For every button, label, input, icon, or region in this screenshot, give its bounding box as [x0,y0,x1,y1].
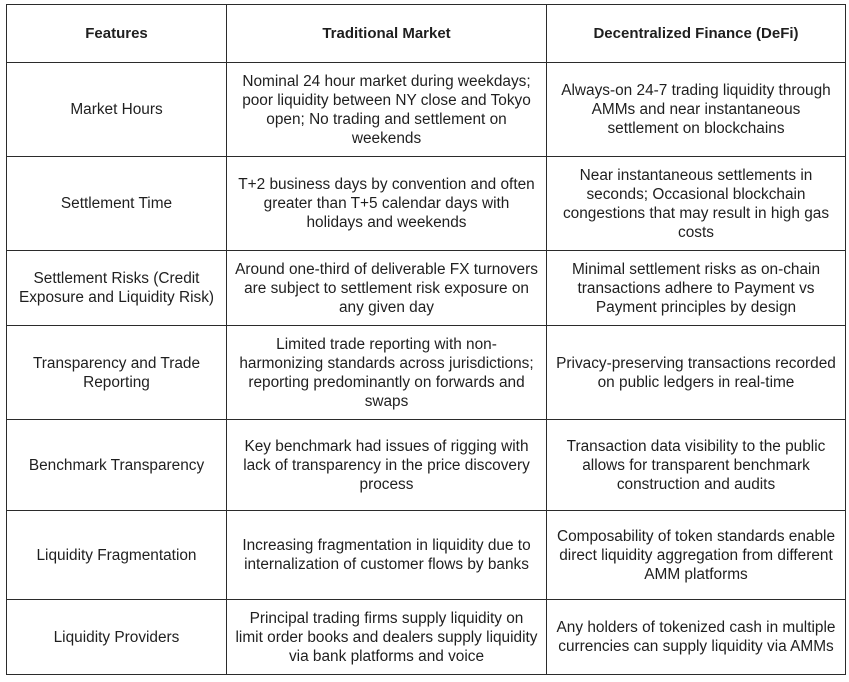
feature-cell: Transparency and Trade Reporting [7,326,227,420]
feature-cell: Settlement Time [7,157,227,251]
header-row [7,5,846,63]
traditional-cell: Limited trade reporting with non-harmonizing standards across jurisdictions; reporting predominantly on forwards and swaps [227,326,547,420]
table-row [7,251,846,326]
traditional-cell: Principal trading firms supply liquidity on limit order books and dealers supply liquidity via bank platforms and voice [227,600,547,675]
defi-cell: Minimal settlement risks as on-chain transactions adhere to Payment vs Payment principles by design [547,251,846,326]
traditional-cell: T+2 business days by convention and often greater than T+5 calendar days with holidays and weekends [227,157,547,251]
traditional-cell: Nominal 24 hour market during weekdays; poor liquidity between NY close and Tokyo open; No trading and settlement on weekends [227,63,547,157]
feature-cell: Benchmark Transparency [7,420,227,511]
table-row [7,326,846,420]
header-traditional-market: Traditional Market [227,5,547,63]
feature-cell: Market Hours [7,63,227,157]
feature-cell: Liquidity Providers [7,600,227,675]
table-row [7,420,846,511]
header-features: Features [7,5,227,63]
header-defi: Decentralized Finance (DeFi) [547,5,846,63]
defi-cell: Always-on 24-7 trading liquidity through AMMs and near instantaneous settlement on blockchains [547,63,846,157]
feature-cell: Liquidity Fragmentation [7,511,227,600]
traditional-cell: Key benchmark had issues of rigging with lack of transparency in the price discovery process [227,420,547,511]
defi-cell: Composability of token standards enable direct liquidity aggregation from different AMM platforms [547,511,846,600]
traditional-cell: Increasing fragmentation in liquidity due to internalization of customer flows by banks [227,511,547,600]
table-row [7,600,846,675]
feature-cell: Settlement Risks (Credit Exposure and Liquidity Risk) [7,251,227,326]
defi-cell: Transaction data visibility to the public allows for transparent benchmark construction and audits [547,420,846,511]
table-row [7,63,846,157]
table-row [7,157,846,251]
defi-cell: Near instantaneous settlements in seconds; Occasional blockchain congestions that may result in high gas costs [547,157,846,251]
comparison-table [6,4,846,675]
defi-cell: Any holders of tokenized cash in multiple currencies can supply liquidity via AMMs [547,600,846,675]
defi-cell: Privacy-preserving transactions recorded on public ledgers in real-time [547,326,846,420]
table-row [7,511,846,600]
traditional-cell: Around one-third of deliverable FX turnovers are subject to settlement risk exposure on any given day [227,251,547,326]
